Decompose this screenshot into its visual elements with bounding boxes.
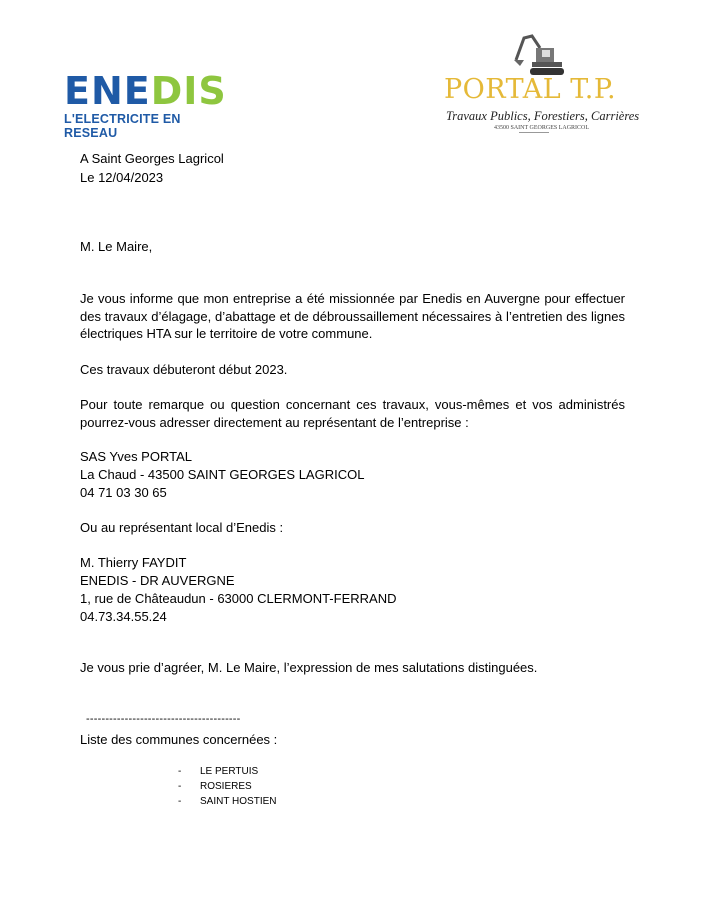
letter-paragraph-1: Je vous informe que mon entreprise a été missionnée par Enedis en Auvergne pour effectuer des travaux d’élagage, d’abattage et de débroussaillement nécessaires à l’entretien des lignes électriques HTA sur le territoire de votre commune. xyxy=(80,291,625,341)
list-item: - LE PERTUIS xyxy=(178,766,259,777)
portal-tp-logo xyxy=(444,30,640,140)
portal-address: 43500 SAINT GEORGES LAGRICOL xyxy=(494,125,590,131)
letter-date: Le 12/04/2023 xyxy=(80,170,164,185)
communes-list xyxy=(178,764,277,809)
list-item: - ROSIERES xyxy=(178,781,252,792)
communes-title: Liste des communes concernées : xyxy=(80,732,278,747)
portal-name: PORTAL T.P. xyxy=(444,74,617,105)
list-item: - SAINT HOSTIEN xyxy=(178,796,277,807)
letter-closing: Je vous prie d’agréer, M. Le Maire, l’expression de mes salutations distinguées. xyxy=(80,660,538,675)
letter-salutation: M. Le Maire, xyxy=(80,239,153,254)
enedis-logo xyxy=(64,69,227,140)
company-phone: 04 71 03 30 65 xyxy=(80,485,167,500)
enedis-logo-wordmark: ENEDIS xyxy=(64,69,227,113)
excavator-icon xyxy=(510,30,566,78)
enedis-contact-org: ENEDIS - DR AUVERGNE xyxy=(80,573,235,588)
portal-subtitle: Travaux Publics, Forestiers, Carrières xyxy=(446,109,640,123)
separator-line: ---------------------------------------- xyxy=(86,713,241,725)
enedis-contact-name: M. Thierry FAYDIT xyxy=(80,555,187,570)
letter-paragraph-3: Pour toute remarque ou question concernant ces travaux, vous-mêmes et vos administrés pourrez-vous adresser directement au représentant de l’entreprise : xyxy=(80,397,625,430)
enedis-tagline: L'ELECTRICITE EN RESEAU xyxy=(64,112,181,140)
company-name: SAS Yves PORTAL xyxy=(80,449,192,464)
portal-divider xyxy=(519,132,549,133)
enedis-contact-address: 1, rue de Châteaudun - 63000 CLERMONT-FERRAND xyxy=(80,591,397,606)
local-representative-intro: Ou au représentant local d’Enedis : xyxy=(80,520,284,535)
letter-place: A Saint Georges Lagricol xyxy=(80,151,224,166)
company-address: La Chaud - 43500 SAINT GEORGES LAGRICOL xyxy=(80,467,365,482)
letter-paragraph-2: Ces travaux débuteront début 2023. xyxy=(80,362,288,377)
enedis-contact-phone: 04.73.34.55.24 xyxy=(80,609,167,624)
